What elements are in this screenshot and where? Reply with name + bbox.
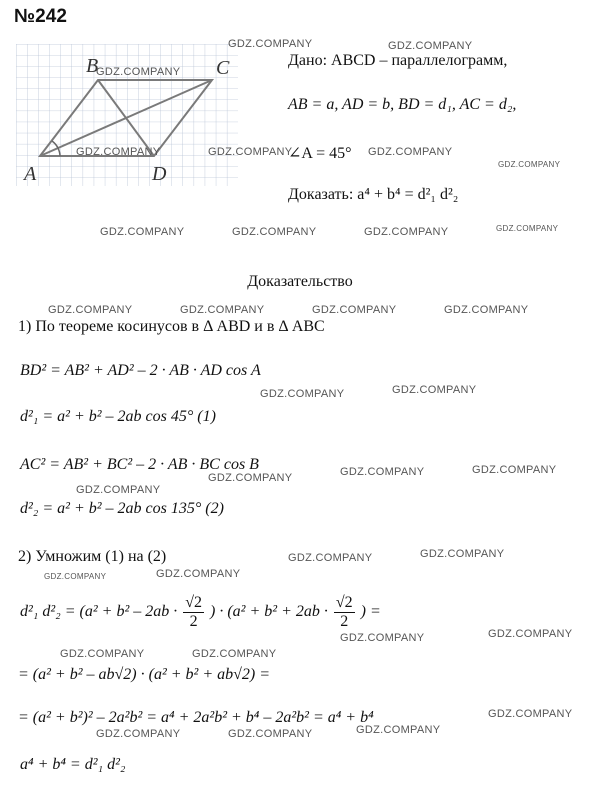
watermark: GDZ.COMPANY bbox=[208, 146, 293, 158]
fraction-sqrt2-over-2 bbox=[334, 594, 355, 631]
watermark: GDZ.COMPANY bbox=[260, 388, 345, 400]
watermark: GDZ.COMPANY bbox=[496, 224, 559, 233]
equation-5 bbox=[20, 594, 381, 631]
fraction-denominator: 2 bbox=[340, 613, 349, 630]
watermark: GDZ.COMPANY bbox=[364, 226, 449, 238]
given-line-1: Дано: ABCD – параллелограмм, bbox=[288, 52, 508, 69]
watermark: GDZ.COMPANY bbox=[192, 648, 277, 660]
proof-step-2: 2) Умножим (1) на (2) bbox=[18, 548, 167, 565]
equation-2: d²₁ = a² + b² – 2ab cos 45° (1) bbox=[20, 408, 216, 425]
equation-8: a⁴ + b⁴ = d²₁ d²₂ bbox=[20, 756, 126, 773]
equation-6: = (a² + b² – ab√2) · (a² + b² + ab√2) = bbox=[18, 666, 271, 683]
watermark: GDZ.COMPANY bbox=[48, 304, 133, 316]
watermark: GDZ.COMPANY bbox=[356, 724, 441, 736]
watermark: GDZ.COMPANY bbox=[44, 572, 107, 581]
proof-step-1: 1) По теореме косинусов в Δ ABD и в Δ ABC bbox=[18, 318, 325, 335]
watermark: GDZ.COMPANY bbox=[340, 466, 425, 478]
watermark: GDZ.COMPANY bbox=[208, 472, 293, 484]
watermark: GDZ.COMPANY bbox=[498, 160, 561, 169]
vertex-label-d: D bbox=[152, 163, 167, 185]
vertex-label-b: B bbox=[86, 55, 99, 77]
watermark: GDZ.COMPANY bbox=[444, 304, 529, 316]
vertex-label-a: A bbox=[24, 163, 37, 185]
watermark: GDZ.COMPANY bbox=[100, 226, 185, 238]
fraction-sqrt2-over-2 bbox=[183, 594, 204, 631]
watermark: GDZ.COMPANY bbox=[368, 146, 453, 158]
watermark: GDZ.COMPANY bbox=[392, 384, 477, 396]
equation-3: AC² = AB² + BC² – 2 · AB · BC cos B bbox=[20, 456, 259, 473]
watermark: GDZ.COMPANY bbox=[312, 304, 397, 316]
watermark: GDZ.COMPANY bbox=[96, 66, 181, 78]
given-line-2: AB = a, AD = b, BD = d₁, AC = d₂, bbox=[288, 96, 517, 113]
watermark: GDZ.COMPANY bbox=[388, 40, 473, 52]
watermark: GDZ.COMPANY bbox=[472, 464, 557, 476]
vertex-label-c: C bbox=[216, 57, 230, 79]
watermark: GDZ.COMPANY bbox=[180, 304, 265, 316]
watermark: GDZ.COMPANY bbox=[488, 708, 573, 720]
watermark: GDZ.COMPANY bbox=[228, 38, 313, 50]
problem-number: №242 bbox=[14, 6, 67, 27]
watermark: GDZ.COMPANY bbox=[488, 628, 573, 640]
watermark: GDZ.COMPANY bbox=[420, 548, 505, 560]
watermark: GDZ.COMPANY bbox=[340, 632, 425, 644]
fraction-denominator: 2 bbox=[189, 613, 198, 630]
watermark: GDZ.COMPANY bbox=[288, 552, 373, 564]
watermark: GDZ.COMPANY bbox=[60, 648, 145, 660]
equation-4: d²₂ = a² + b² – 2ab cos 135° (2) bbox=[20, 500, 224, 517]
equation-1: BD² = AB² + AD² – 2 · AB · AD cos A bbox=[20, 362, 261, 379]
watermark: GDZ.COMPANY bbox=[76, 146, 161, 158]
watermark: GDZ.COMPANY bbox=[228, 728, 313, 740]
watermark: GDZ.COMPANY bbox=[96, 728, 181, 740]
proof-title: Доказательство bbox=[247, 273, 353, 290]
fraction-numerator: √2 bbox=[185, 594, 203, 611]
given-line-3: ∠A = 45° bbox=[288, 145, 352, 162]
watermark: GDZ.COMPANY bbox=[156, 568, 241, 580]
equation-7: = (a² + b²)² – 2a²b² = a⁴ + 2a²b² + b⁴ – 2a²b² = a⁴ + b⁴ bbox=[18, 709, 374, 726]
watermark: GDZ.COMPANY bbox=[232, 226, 317, 238]
fraction-numerator: √2 bbox=[335, 594, 353, 611]
equation-5-right: ) = bbox=[360, 603, 381, 621]
equation-5-mid: ) · (a² + b² + 2ab · bbox=[210, 603, 328, 621]
prove-line: Доказать: a⁴ + b⁴ = d²₁ d²₂ bbox=[288, 186, 459, 203]
equation-5-left: d²₁ d²₂ = (a² + b² – 2ab · bbox=[20, 603, 178, 621]
watermark: GDZ.COMPANY bbox=[76, 484, 161, 496]
